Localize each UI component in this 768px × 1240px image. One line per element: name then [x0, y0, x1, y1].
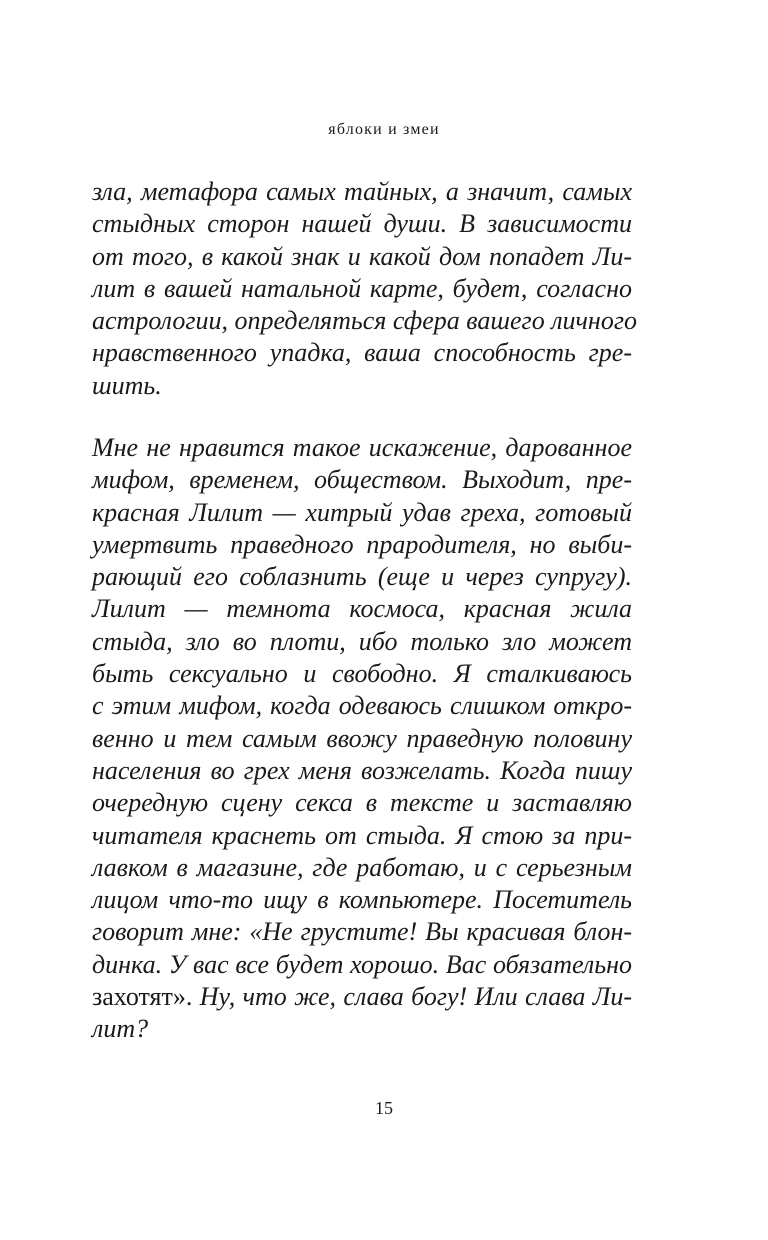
- text-line: от того, в какой знак и какой дом попадет Ли-: [92, 241, 632, 271]
- text-line: с этим мифом, когда одеваюсь слишком откро-: [92, 691, 632, 721]
- text-line: астрологии, определяться сфера вашего личного: [92, 306, 637, 336]
- text-line: лит?: [92, 1014, 149, 1044]
- text-line: населения во грех меня возжелать. Когда пишу: [92, 755, 632, 785]
- text-line: говорит мне: «Не грустите! Вы красивая блон-: [92, 917, 632, 947]
- paragraph-2: [92, 432, 632, 1046]
- text-line: стыда, зло во плоти, ибо только зло может: [92, 626, 632, 656]
- text-line: Лилит — темнота космоса, красная жила: [92, 594, 632, 624]
- text-line: Мне не нравится такое искажение, дарованное: [92, 433, 632, 462]
- text-line: лавком в магазине, где работаю, и с серьезным: [92, 852, 632, 882]
- text-line: быть сексуально и свободно. Я сталкиваюсь: [92, 659, 632, 689]
- text-line: лит в вашей натальной карте, будет, согласно: [92, 273, 632, 303]
- page-number: 15: [375, 1098, 393, 1118]
- text-line: мифом, временем, обществом. Выходит, пре-: [92, 465, 632, 495]
- text-line: лицом что-то ищу в компьютере. Посетитель: [92, 885, 632, 915]
- text-line: динка. У вас все будет хорошо. Вас обязательно: [92, 949, 632, 979]
- line-continuation: Ну, что же, слава богу! Или слава Ли-: [192, 982, 632, 1012]
- text-line: рающий его соблазнить (еще и через супругу).: [92, 562, 632, 592]
- running-head: яблоки и змеи: [328, 121, 440, 138]
- text-line: умертвить праведного прародителя, но выби-: [92, 529, 632, 559]
- text-line: стыдных сторон нашей души. В зависимости: [92, 209, 632, 239]
- text-line: красная Лилит — хитрый удав греха, готовый: [92, 497, 632, 527]
- upright-text: захотят».: [92, 982, 193, 1012]
- text-line: зла, метафора самых тайных, а значит, самых: [92, 177, 632, 206]
- paragraph-1: [92, 176, 637, 402]
- text-line: венно и тем самым ввожу праведную половину: [92, 723, 632, 753]
- text-line: шить.: [92, 370, 162, 400]
- text-line: нравственного упадка, ваша способность гре-: [92, 338, 632, 368]
- text-line: [92, 981, 632, 1013]
- text-line: очередную сцену секса в тексте и заставляю: [92, 788, 632, 818]
- text-line: читателя краснеть от стыда. Я стою за при-: [92, 820, 632, 850]
